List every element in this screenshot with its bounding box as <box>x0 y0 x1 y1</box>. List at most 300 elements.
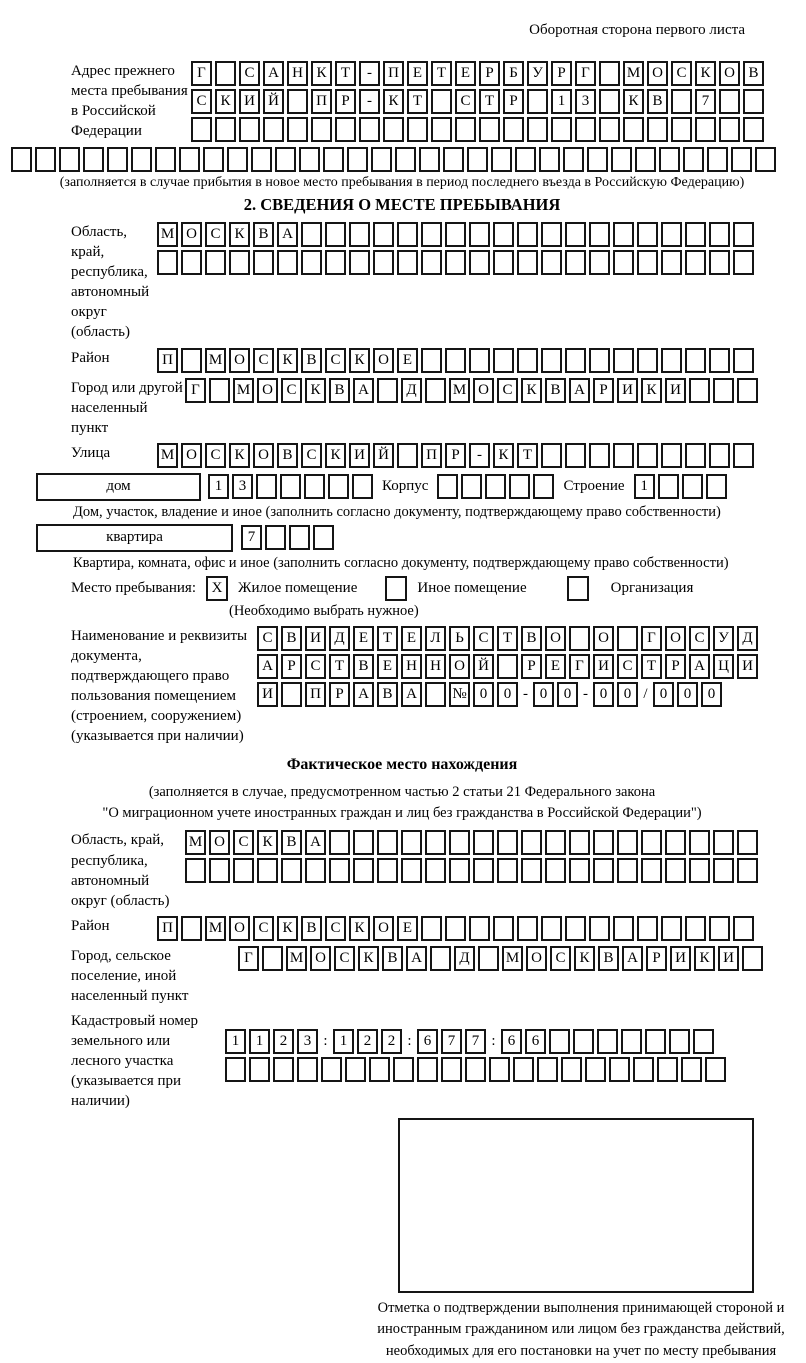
char-cell[interactable]: К <box>349 916 370 941</box>
char-cell[interactable] <box>401 830 422 855</box>
char-cell[interactable]: О <box>545 626 566 651</box>
char-cell[interactable] <box>383 117 404 142</box>
char-cell[interactable] <box>719 89 740 114</box>
char-cell[interactable]: Т <box>377 626 398 651</box>
char-cell[interactable]: С <box>205 443 226 468</box>
char-cell[interactable]: 1 <box>551 89 572 114</box>
char-cell[interactable] <box>569 858 590 883</box>
char-cell[interactable] <box>445 250 466 275</box>
char-cell[interactable] <box>685 250 706 275</box>
char-cell[interactable]: П <box>421 443 442 468</box>
char-cell[interactable]: О <box>647 61 668 86</box>
char-cell[interactable]: 0 <box>677 682 698 707</box>
char-cell[interactable]: С <box>281 378 302 403</box>
char-cell[interactable] <box>733 443 754 468</box>
char-cell[interactable] <box>637 348 658 373</box>
char-cell[interactable] <box>545 830 566 855</box>
char-cell[interactable]: П <box>311 89 332 114</box>
char-cell[interactable] <box>709 348 730 373</box>
char-cell[interactable] <box>131 147 152 172</box>
char-cell[interactable] <box>661 348 682 373</box>
char-cell[interactable]: К <box>325 443 346 468</box>
char-cell[interactable]: О <box>229 348 250 373</box>
char-cell[interactable] <box>371 147 392 172</box>
char-cell[interactable]: В <box>281 626 302 651</box>
char-cell[interactable]: К <box>257 830 278 855</box>
char-cell[interactable] <box>565 443 586 468</box>
char-cell[interactable] <box>573 1029 594 1054</box>
char-cell[interactable]: О <box>229 916 250 941</box>
char-cell[interactable] <box>669 1029 690 1054</box>
char-cell[interactable] <box>685 348 706 373</box>
char-cell[interactable]: Й <box>263 89 284 114</box>
char-cell[interactable]: 2 <box>357 1029 378 1054</box>
char-cell[interactable] <box>185 858 206 883</box>
char-cell[interactable] <box>301 250 322 275</box>
char-cell[interactable] <box>613 443 634 468</box>
char-cell[interactable] <box>731 147 752 172</box>
char-cell[interactable]: К <box>623 89 644 114</box>
char-cell[interactable] <box>565 348 586 373</box>
char-cell[interactable]: Т <box>407 89 428 114</box>
char-cell[interactable] <box>373 250 394 275</box>
char-cell[interactable]: К <box>277 348 298 373</box>
char-cell[interactable] <box>449 830 470 855</box>
char-cell[interactable] <box>713 858 734 883</box>
char-cell[interactable] <box>637 916 658 941</box>
char-cell[interactable] <box>633 1057 654 1082</box>
char-cell[interactable] <box>275 147 296 172</box>
char-cell[interactable] <box>755 147 776 172</box>
char-cell[interactable] <box>707 147 728 172</box>
char-cell[interactable] <box>517 916 538 941</box>
char-cell[interactable] <box>280 474 301 499</box>
char-cell[interactable] <box>325 250 346 275</box>
char-cell[interactable]: О <box>593 626 614 651</box>
char-cell[interactable] <box>273 1057 294 1082</box>
char-cell[interactable]: 0 <box>593 682 614 707</box>
char-cell[interactable] <box>11 147 32 172</box>
char-cell[interactable] <box>493 250 514 275</box>
char-cell[interactable] <box>263 117 284 142</box>
char-cell[interactable]: - <box>359 61 380 86</box>
char-cell[interactable] <box>521 858 542 883</box>
char-cell[interactable] <box>443 147 464 172</box>
char-cell[interactable] <box>430 946 451 971</box>
char-cell[interactable] <box>541 443 562 468</box>
char-cell[interactable] <box>589 250 610 275</box>
char-cell[interactable]: К <box>383 89 404 114</box>
char-cell[interactable]: К <box>305 378 326 403</box>
char-cell[interactable]: Ь <box>449 626 470 651</box>
char-cell[interactable] <box>589 916 610 941</box>
char-cell[interactable] <box>469 222 490 247</box>
char-cell[interactable] <box>473 830 494 855</box>
char-cell[interactable]: С <box>325 348 346 373</box>
char-cell[interactable] <box>613 222 634 247</box>
char-cell[interactable] <box>469 250 490 275</box>
char-cell[interactable]: О <box>373 916 394 941</box>
char-cell[interactable]: П <box>305 682 326 707</box>
char-cell[interactable]: Р <box>335 89 356 114</box>
char-cell[interactable]: К <box>641 378 662 403</box>
char-cell[interactable] <box>301 222 322 247</box>
char-cell[interactable] <box>445 916 466 941</box>
char-cell[interactable]: Г <box>575 61 596 86</box>
char-cell[interactable] <box>705 1057 726 1082</box>
char-cell[interactable] <box>425 682 446 707</box>
char-cell[interactable] <box>593 858 614 883</box>
char-cell[interactable] <box>665 858 686 883</box>
char-cell[interactable]: О <box>373 348 394 373</box>
char-cell[interactable] <box>609 1057 630 1082</box>
char-cell[interactable] <box>397 222 418 247</box>
char-cell[interactable]: О <box>526 946 547 971</box>
char-cell[interactable] <box>637 250 658 275</box>
char-cell[interactable] <box>59 147 80 172</box>
char-cell[interactable] <box>637 222 658 247</box>
char-cell[interactable] <box>417 1057 438 1082</box>
char-cell[interactable] <box>565 250 586 275</box>
char-cell[interactable]: Т <box>497 626 518 651</box>
char-cell[interactable]: Г <box>641 626 662 651</box>
char-cell[interactable] <box>733 222 754 247</box>
char-cell[interactable]: К <box>215 89 236 114</box>
char-cell[interactable] <box>589 348 610 373</box>
char-cell[interactable]: С <box>301 443 322 468</box>
char-cell[interactable] <box>369 1057 390 1082</box>
char-cell[interactable] <box>737 378 758 403</box>
char-cell[interactable]: В <box>382 946 403 971</box>
char-cell[interactable]: С <box>205 222 226 247</box>
char-cell[interactable]: Н <box>401 654 422 679</box>
char-cell[interactable] <box>35 147 56 172</box>
char-cell[interactable] <box>253 250 274 275</box>
char-cell[interactable]: Т <box>517 443 538 468</box>
char-cell[interactable] <box>251 147 272 172</box>
char-cell[interactable] <box>431 117 452 142</box>
char-cell[interactable] <box>305 858 326 883</box>
char-cell[interactable]: 0 <box>497 682 518 707</box>
char-cell[interactable]: 1 <box>249 1029 270 1054</box>
char-cell[interactable] <box>685 916 706 941</box>
char-cell[interactable]: У <box>713 626 734 651</box>
char-cell[interactable]: И <box>737 654 758 679</box>
char-cell[interactable] <box>209 378 230 403</box>
char-cell[interactable] <box>203 147 224 172</box>
char-cell[interactable] <box>431 89 452 114</box>
char-cell[interactable]: А <box>305 830 326 855</box>
char-cell[interactable]: О <box>449 654 470 679</box>
char-cell[interactable] <box>421 250 442 275</box>
char-cell[interactable]: 7 <box>441 1029 462 1054</box>
char-cell[interactable]: В <box>253 222 274 247</box>
char-cell[interactable] <box>425 378 446 403</box>
char-cell[interactable]: А <box>401 682 422 707</box>
char-cell[interactable] <box>349 250 370 275</box>
char-cell[interactable]: А <box>263 61 284 86</box>
char-cell[interactable]: Т <box>479 89 500 114</box>
char-cell[interactable]: С <box>305 654 326 679</box>
char-cell[interactable]: И <box>305 626 326 651</box>
char-cell[interactable]: В <box>301 916 322 941</box>
char-cell[interactable]: О <box>310 946 331 971</box>
char-cell[interactable] <box>377 858 398 883</box>
char-cell[interactable]: С <box>671 61 692 86</box>
char-cell[interactable] <box>743 117 764 142</box>
char-cell[interactable] <box>395 147 416 172</box>
char-cell[interactable]: 3 <box>575 89 596 114</box>
char-cell[interactable]: - <box>359 89 380 114</box>
char-cell[interactable] <box>561 1057 582 1082</box>
char-cell[interactable] <box>733 250 754 275</box>
char-cell[interactable]: В <box>647 89 668 114</box>
char-cell[interactable] <box>743 89 764 114</box>
char-cell[interactable]: И <box>617 378 638 403</box>
char-cell[interactable]: Г <box>569 654 590 679</box>
char-cell[interactable] <box>181 348 202 373</box>
char-cell[interactable] <box>493 916 514 941</box>
char-cell[interactable]: М <box>157 443 178 468</box>
char-cell[interactable] <box>329 858 350 883</box>
char-cell[interactable]: - <box>469 443 490 468</box>
char-cell[interactable]: Н <box>425 654 446 679</box>
char-cell[interactable] <box>569 626 590 651</box>
char-cell[interactable] <box>647 117 668 142</box>
char-cell[interactable]: В <box>301 348 322 373</box>
char-cell[interactable]: П <box>383 61 404 86</box>
char-cell[interactable] <box>323 147 344 172</box>
char-cell[interactable]: С <box>253 348 274 373</box>
char-cell[interactable]: Ц <box>713 654 734 679</box>
char-cell[interactable]: К <box>229 443 250 468</box>
char-cell[interactable]: Н <box>287 61 308 86</box>
char-cell[interactable]: С <box>497 378 518 403</box>
char-cell[interactable] <box>299 147 320 172</box>
char-cell[interactable] <box>473 858 494 883</box>
char-cell[interactable]: К <box>574 946 595 971</box>
char-cell[interactable]: И <box>239 89 260 114</box>
char-cell[interactable] <box>517 222 538 247</box>
char-cell[interactable] <box>695 117 716 142</box>
char-cell[interactable]: М <box>286 946 307 971</box>
char-cell[interactable] <box>497 654 518 679</box>
char-cell[interactable] <box>281 858 302 883</box>
char-cell[interactable] <box>613 348 634 373</box>
char-cell[interactable] <box>497 858 518 883</box>
char-cell[interactable] <box>533 474 554 499</box>
char-cell[interactable]: А <box>622 946 643 971</box>
char-cell[interactable]: О <box>253 443 274 468</box>
char-cell[interactable] <box>682 474 703 499</box>
char-cell[interactable] <box>537 1057 558 1082</box>
char-cell[interactable] <box>445 348 466 373</box>
char-cell[interactable] <box>421 916 442 941</box>
char-cell[interactable] <box>671 89 692 114</box>
char-cell[interactable] <box>107 147 128 172</box>
char-cell[interactable] <box>515 147 536 172</box>
char-cell[interactable] <box>575 117 596 142</box>
char-cell[interactable] <box>661 222 682 247</box>
char-cell[interactable] <box>503 117 524 142</box>
char-cell[interactable] <box>489 1057 510 1082</box>
char-cell[interactable]: И <box>593 654 614 679</box>
char-cell[interactable] <box>297 1057 318 1082</box>
char-cell[interactable]: Е <box>397 348 418 373</box>
char-cell[interactable] <box>335 117 356 142</box>
char-cell[interactable]: К <box>521 378 542 403</box>
char-cell[interactable] <box>277 250 298 275</box>
char-cell[interactable]: С <box>239 61 260 86</box>
char-cell[interactable] <box>563 147 584 172</box>
char-cell[interactable] <box>329 830 350 855</box>
char-cell[interactable] <box>377 378 398 403</box>
char-cell[interactable] <box>599 117 620 142</box>
char-cell[interactable]: Е <box>455 61 476 86</box>
char-cell[interactable] <box>685 443 706 468</box>
char-cell[interactable]: Т <box>329 654 350 679</box>
char-cell[interactable] <box>445 222 466 247</box>
checkbox-zhiloe-pomeshchenie[interactable]: X <box>206 576 228 601</box>
char-cell[interactable] <box>706 474 727 499</box>
char-cell[interactable] <box>709 916 730 941</box>
char-cell[interactable] <box>469 916 490 941</box>
char-cell[interactable] <box>517 250 538 275</box>
char-cell[interactable] <box>689 378 710 403</box>
char-cell[interactable] <box>229 250 250 275</box>
char-cell[interactable]: Д <box>737 626 758 651</box>
char-cell[interactable] <box>352 474 373 499</box>
char-cell[interactable]: Д <box>329 626 350 651</box>
char-cell[interactable] <box>719 117 740 142</box>
char-cell[interactable]: 3 <box>232 474 253 499</box>
char-cell[interactable] <box>565 916 586 941</box>
char-cell[interactable]: С <box>191 89 212 114</box>
char-cell[interactable]: Д <box>401 378 422 403</box>
char-cell[interactable]: 0 <box>617 682 638 707</box>
char-cell[interactable] <box>313 525 334 550</box>
char-cell[interactable]: Й <box>373 443 394 468</box>
char-cell[interactable] <box>689 830 710 855</box>
char-cell[interactable]: 0 <box>557 682 578 707</box>
char-cell[interactable]: К <box>695 61 716 86</box>
char-cell[interactable] <box>709 443 730 468</box>
char-cell[interactable]: О <box>181 222 202 247</box>
char-cell[interactable] <box>549 1029 570 1054</box>
char-cell[interactable]: М <box>233 378 254 403</box>
char-cell[interactable] <box>425 830 446 855</box>
char-cell[interactable] <box>407 117 428 142</box>
char-cell[interactable] <box>685 222 706 247</box>
char-cell[interactable]: А <box>353 378 374 403</box>
char-cell[interactable] <box>599 89 620 114</box>
char-cell[interactable]: 1 <box>225 1029 246 1054</box>
char-cell[interactable] <box>541 916 562 941</box>
char-cell[interactable] <box>262 946 283 971</box>
char-cell[interactable] <box>215 61 236 86</box>
char-cell[interactable] <box>661 916 682 941</box>
char-cell[interactable] <box>469 348 490 373</box>
char-cell[interactable] <box>304 474 325 499</box>
char-cell[interactable]: 7 <box>695 89 716 114</box>
char-cell[interactable]: К <box>277 916 298 941</box>
char-cell[interactable]: И <box>718 946 739 971</box>
char-cell[interactable] <box>545 858 566 883</box>
char-cell[interactable] <box>737 858 758 883</box>
char-cell[interactable] <box>613 916 634 941</box>
char-cell[interactable] <box>478 946 499 971</box>
char-cell[interactable] <box>345 1057 366 1082</box>
char-cell[interactable]: Е <box>377 654 398 679</box>
char-cell[interactable]: Е <box>353 626 374 651</box>
char-cell[interactable]: 6 <box>417 1029 438 1054</box>
char-cell[interactable] <box>565 222 586 247</box>
char-cell[interactable] <box>257 858 278 883</box>
char-cell[interactable]: О <box>473 378 494 403</box>
char-cell[interactable]: Р <box>646 946 667 971</box>
char-cell[interactable] <box>179 147 200 172</box>
char-cell[interactable]: Г <box>191 61 212 86</box>
char-cell[interactable] <box>683 147 704 172</box>
char-cell[interactable]: В <box>545 378 566 403</box>
char-cell[interactable]: Л <box>425 626 446 651</box>
char-cell[interactable]: И <box>257 682 278 707</box>
checkbox-organizatsiya[interactable] <box>567 576 589 601</box>
char-cell[interactable]: В <box>743 61 764 86</box>
char-cell[interactable]: Р <box>503 89 524 114</box>
char-cell[interactable]: Т <box>641 654 662 679</box>
char-cell[interactable] <box>613 250 634 275</box>
char-cell[interactable]: М <box>623 61 644 86</box>
char-cell[interactable] <box>449 858 470 883</box>
char-cell[interactable] <box>527 117 548 142</box>
char-cell[interactable]: С <box>325 916 346 941</box>
char-cell[interactable] <box>733 348 754 373</box>
char-cell[interactable] <box>527 89 548 114</box>
char-cell[interactable]: Р <box>551 61 572 86</box>
char-cell[interactable] <box>539 147 560 172</box>
char-cell[interactable]: В <box>521 626 542 651</box>
char-cell[interactable]: М <box>502 946 523 971</box>
char-cell[interactable] <box>265 525 286 550</box>
char-cell[interactable]: С <box>550 946 571 971</box>
char-cell[interactable]: К <box>358 946 379 971</box>
char-cell[interactable] <box>497 830 518 855</box>
char-cell[interactable]: Р <box>665 654 686 679</box>
char-cell[interactable] <box>233 858 254 883</box>
char-cell[interactable] <box>689 858 710 883</box>
char-cell[interactable]: М <box>205 348 226 373</box>
char-cell[interactable] <box>617 858 638 883</box>
char-cell[interactable]: А <box>353 682 374 707</box>
char-cell[interactable] <box>239 117 260 142</box>
char-cell[interactable]: Р <box>445 443 466 468</box>
char-cell[interactable]: 0 <box>701 682 722 707</box>
char-cell[interactable]: Т <box>431 61 452 86</box>
char-cell[interactable]: А <box>569 378 590 403</box>
char-cell[interactable] <box>181 916 202 941</box>
char-cell[interactable] <box>256 474 277 499</box>
char-cell[interactable]: О <box>665 626 686 651</box>
char-cell[interactable]: К <box>694 946 715 971</box>
char-cell[interactable]: № <box>449 682 470 707</box>
char-cell[interactable] <box>249 1057 270 1082</box>
char-cell[interactable] <box>227 147 248 172</box>
char-cell[interactable] <box>509 474 530 499</box>
char-cell[interactable] <box>657 1057 678 1082</box>
char-cell[interactable] <box>83 147 104 172</box>
char-cell[interactable] <box>661 250 682 275</box>
